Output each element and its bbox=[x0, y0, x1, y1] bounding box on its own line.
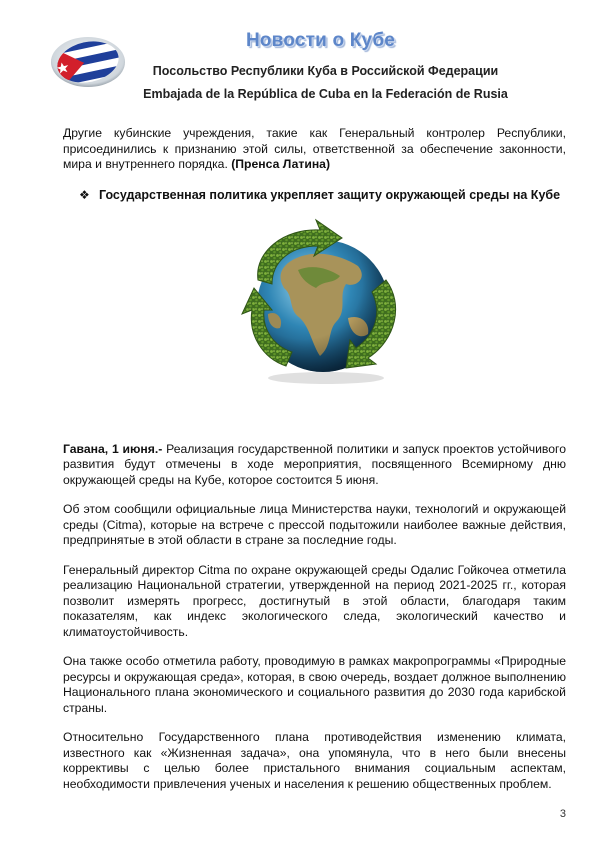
article-heading: ❖ Государственная политика укрепляет защиту окружающей среды на Кубе bbox=[79, 187, 561, 202]
article-paragraph-3: Генеральный директор Citma по охране окружающей среды Одалис Гойкочеа отметила реализацию Национальной стратегии, утвержденной на период 2021-2025 гг., которая позволит измерять прогресс, достигнутый в этой области, благодаря таким показателям, как индекс экологического следа, экологический качество и климатоустойчивость. bbox=[63, 562, 566, 639]
embassy-name-es: Embajada de la República de Cuba en la Federación de Rusia bbox=[143, 87, 508, 101]
page-header bbox=[0, 0, 611, 110]
article-paragraph-2: Об этом сообщили официальные лица Министерства науки, технологий и окружающей среды (Citma), которые на встрече с прессой подытожили наиболее важные действия, предпринятые в этой области в стране за последние годы. bbox=[63, 502, 566, 547]
article-paragraph-5: Относительно Государственного плана противодействия изменению климата, известного как «Жизненная задача», она упомянула, что в него были внесены коррективы с целью более пристального внимания социальным аспектам, необходимости привлечения ученых и населения к решению общественных проблем. bbox=[63, 730, 566, 791]
page-number: 3 bbox=[559, 808, 566, 820]
article-paragraph-1: Гавана, 1 июня.- Реализация государственной политики и запуск проектов устойчивого развития будут отмечены в ходе мероприятия, посвященного Всемирному дню окружающей среды на Кубе, которое состоится 5 июня. bbox=[63, 441, 567, 487]
recycle-globe-icon bbox=[228, 218, 418, 388]
page-content bbox=[63, 126, 566, 792]
diamond-bullet-icon: ❖ bbox=[79, 187, 90, 202]
article-image bbox=[63, 214, 566, 420]
dateline: Гавана, 1 июня.- bbox=[63, 441, 163, 456]
intro-paragraph: Другие кубинские учреждения, такие как Генеральный контролер Республики, присоединились к признанию этой силы, ответственной за обеспечение законности, мира и внутреннего порядка. (Пренса Латина) bbox=[63, 126, 566, 171]
article-paragraph-4: Она также особо отметила работу, проводимую в рамках макропрограммы «Природные ресурсы и окружающая среда», которая, в свою очередь, воздает должное выполнению Национального плана экономического и социального развития до 2030 года карибской страны. bbox=[63, 654, 566, 715]
embassy-name-ru: Посольство Республики Куба в Российской Федерации bbox=[152, 64, 499, 78]
source-credit: (Пренса Латина) bbox=[231, 157, 331, 171]
newsletter-title: Новости о Кубе bbox=[245, 30, 396, 51]
